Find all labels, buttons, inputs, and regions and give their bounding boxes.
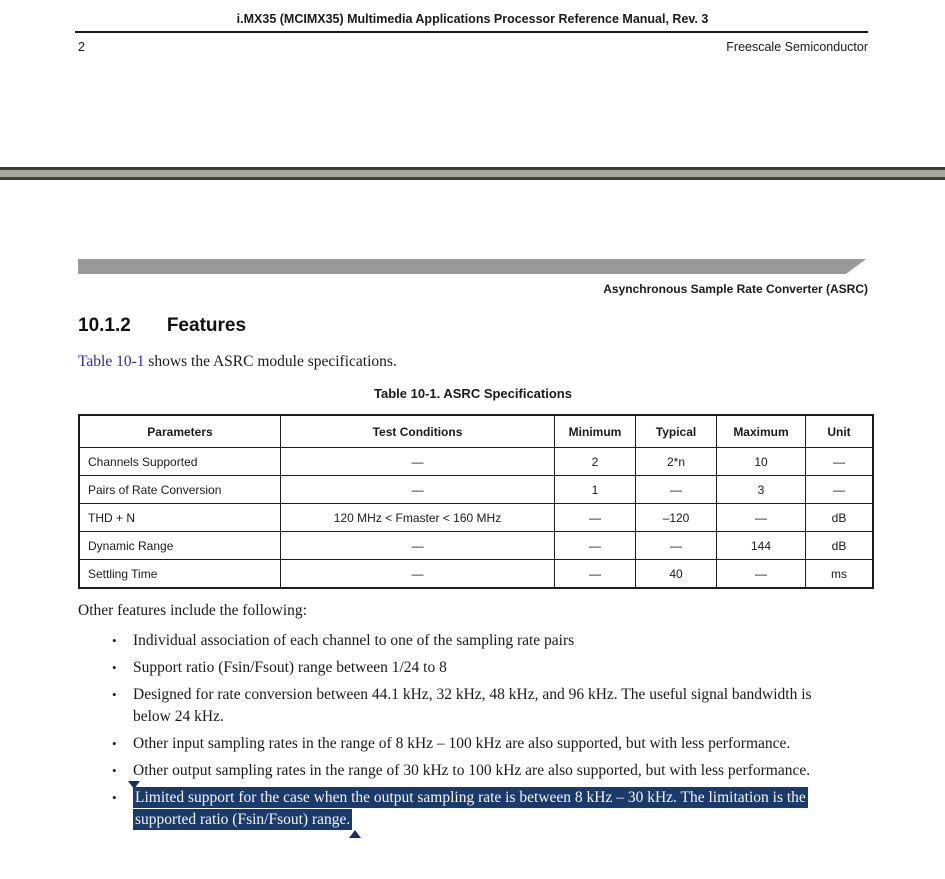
table-row	[79, 476, 873, 504]
table-cell: —	[281, 476, 555, 504]
table-10-1-link[interactable]: Table 10-1	[78, 353, 145, 370]
selected-text: Limited support for the case when the output sampling rate is between 8 kHz – 30 kHz. The limitation is the supported ratio (Fsin/Fsout) range.	[135, 789, 806, 828]
section-heading	[78, 315, 246, 337]
table-cell: 40	[636, 560, 717, 589]
feature-bullet-item	[110, 630, 853, 652]
table-cell: THD + N	[79, 504, 281, 532]
bullet-icon: •	[112, 790, 117, 805]
table-cell: dB	[806, 532, 874, 560]
table-cell: –120	[636, 504, 717, 532]
table-cell: 3	[717, 476, 806, 504]
column-header: Test Conditions	[281, 415, 555, 448]
bullet-text: Support ratio (Fsin/Fsout) range between 1/24 to 8	[133, 659, 447, 676]
bullet-text: Designed for rate conversion between 44.1 kHz, 32 kHz, 48 kHz, and 96 kHz. The useful signal bandwidth is below 24 kHz.	[133, 686, 812, 725]
column-header: Maximum	[717, 415, 806, 448]
table-row	[79, 532, 873, 560]
table-cell: 2	[555, 448, 636, 476]
bullet-text: Other output sampling rates in the range of 30 kHz to 100 kHz are also supported, but with less performance.	[133, 762, 811, 779]
column-header: Typical	[636, 415, 717, 448]
table-header-row	[79, 415, 873, 448]
table-cell: 144	[717, 532, 806, 560]
table-cell: —	[281, 532, 555, 560]
bullet-icon: •	[112, 660, 117, 675]
column-header: Parameters	[79, 415, 281, 448]
table-cell: —	[806, 448, 874, 476]
bullet-icon: •	[112, 736, 117, 751]
features-intro: Other features include the following:	[78, 602, 307, 619]
feature-bullet-item	[110, 733, 853, 755]
table-cell: —	[636, 476, 717, 504]
table-cell: —	[717, 504, 806, 532]
table-row	[79, 504, 873, 532]
feature-bullet-item	[110, 760, 853, 782]
bullet-icon: •	[112, 633, 117, 648]
page-footer	[78, 40, 868, 54]
table-cell: —	[555, 532, 636, 560]
running-title: i.MX35 (MCIMX35) Multimedia Applications Processor Reference Manual, Rev. 3	[236, 12, 709, 26]
table-cell: 10	[717, 448, 806, 476]
table-cell: —	[555, 560, 636, 589]
chapter-ornament-bar	[78, 259, 866, 274]
column-header: Minimum	[555, 415, 636, 448]
page-number: 2	[78, 40, 85, 54]
feature-bullet-item	[110, 657, 853, 679]
asrc-specifications-table	[78, 414, 874, 589]
features-bullet-list	[110, 630, 853, 836]
table-cell: —	[636, 532, 717, 560]
bullet-text: Individual association of each channel to one of the sampling rate pairs	[133, 632, 575, 649]
table-cell: Channels Supported	[79, 448, 281, 476]
table-cell: —	[806, 476, 874, 504]
intro-paragraph	[78, 353, 397, 371]
table-cell: Settling Time	[79, 560, 281, 589]
feature-bullet-item	[110, 684, 853, 728]
table-cell: —	[555, 504, 636, 532]
chapter-running-header: Asynchronous Sample Rate Converter (ASRC)	[603, 282, 868, 296]
column-header: Unit	[806, 415, 874, 448]
table-cell: 120 MHz < Fmaster < 160 MHz	[281, 504, 555, 532]
intro-text: shows the ASRC module specifications.	[144, 353, 397, 370]
page-separator	[0, 167, 945, 180]
table-cell: 1	[555, 476, 636, 504]
feature-bullet-item	[110, 787, 853, 831]
table-cell: ms	[806, 560, 874, 589]
table-caption: Table 10-1. ASRC Specifications	[374, 386, 572, 401]
table-cell: —	[281, 560, 555, 589]
bullet-icon: •	[112, 687, 117, 702]
table-cell: dB	[806, 504, 874, 532]
table-cell: Dynamic Range	[79, 532, 281, 560]
publisher-name: Freescale Semiconductor	[726, 40, 868, 54]
table-cell: 2*n	[636, 448, 717, 476]
table-cell: —	[281, 448, 555, 476]
section-title: Features	[166, 315, 247, 336]
table-row	[79, 448, 873, 476]
bullet-text: Other input sampling rates in the range of 8 kHz – 100 kHz are also supported, but with less performance.	[133, 735, 791, 752]
table-cell: Pairs of Rate Conversion	[79, 476, 281, 504]
table-row	[79, 560, 873, 589]
footer-rule	[75, 31, 868, 33]
table-cell: —	[717, 560, 806, 589]
section-number: 10.1.2	[78, 315, 131, 336]
bullet-icon: •	[112, 763, 117, 778]
